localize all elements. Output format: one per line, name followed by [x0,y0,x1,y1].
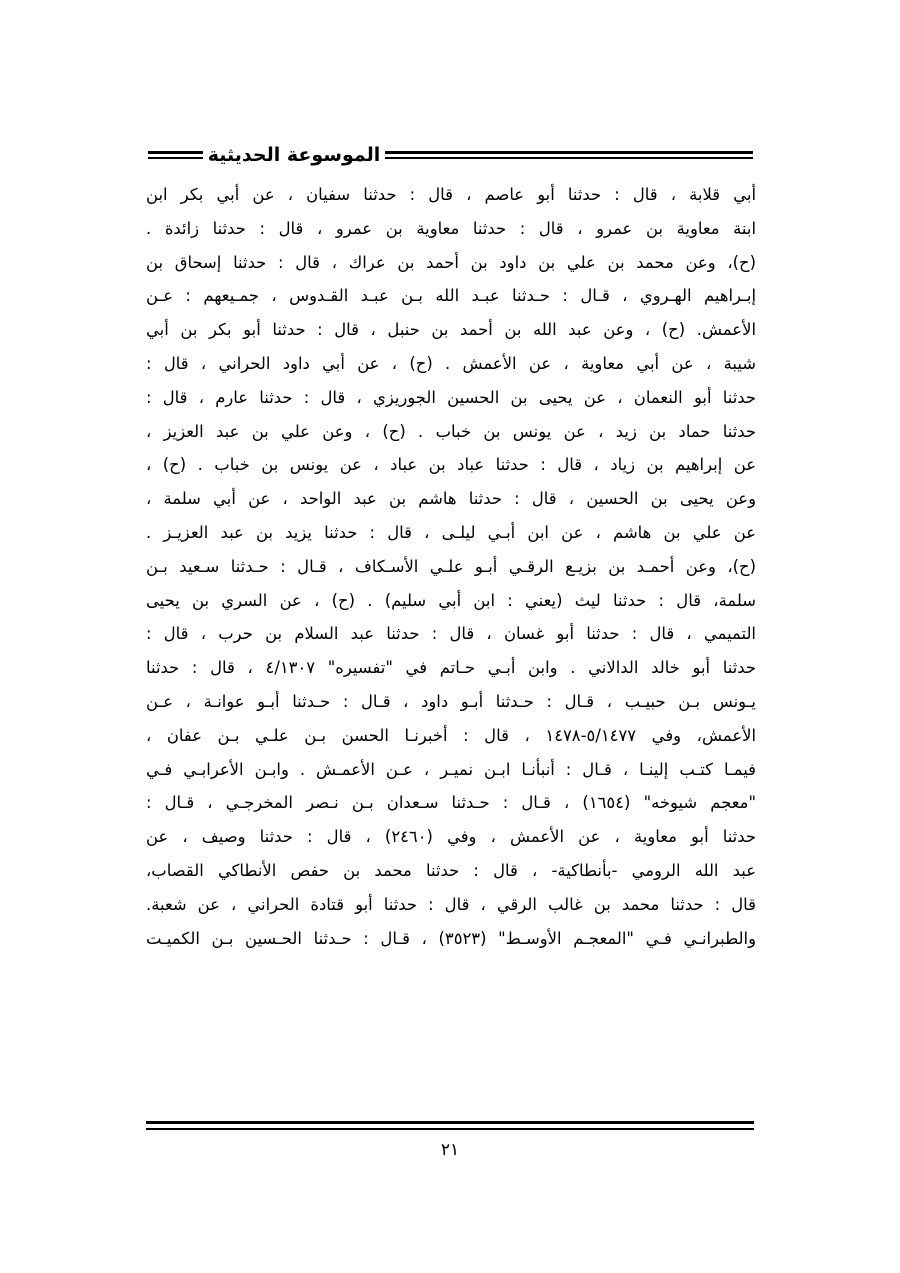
text-line: حدثنا حماد بن زيد ، عن يونس بن خباب . (ح) ، وعن علي بن عبد العزيز ، [146,421,756,441]
body-text [146,178,756,955]
header-rule-left [148,151,203,159]
header-rule-right [385,151,753,159]
text-line: (ح)، وعن أحمـد بن بزيـع الرقـي أبـو علـي الأسـكاف ، قـال : حـدثنا سـعيد بـن [146,556,756,576]
text-line: عن علي بن هاشم ، عن ابن أبـي ليلـى ، قال : حدثنا يزيد بن عبد العزيـز . [146,522,756,542]
text-line: "معجم شيوخه" (١٦٥٤) ، قـال : حـدثنا سـعدان بـن نـصر المخرجـي ، قـال : [146,793,756,813]
text-line: والطبرانـي فـي "المعجـم الأوسـط" (٣٥٢٣) ، قـال : حـدثنا الحـسين بـن الكميـت [146,928,756,948]
text-line: قال : حدثنا محمد بن غالب الرقي ، قال : حدثنا أبو قتادة الحراني ، عن شعبة. [146,894,756,914]
text-line: التميمي ، قال : حدثنا أبو غسان ، قال : حدثنا عبد السلام بن حرب ، قال : [146,624,756,644]
text-line: سلمة، قال : حدثنا ليث (يعني : ابن أبي سليم) . (ح) ، عن السري بن يحيى [146,590,756,610]
text-line: حدثنا أبو النعمان ، عن يحيى بن الحسين الجوريزي ، قال : حدثنا عارم ، قال : [146,387,756,407]
text-line: حدثنا أبو معاوية ، عن الأعمش ، وفي (٢٤٦٠) ، قال : حدثنا وصيف ، عن [146,827,756,847]
text-line: إبـراهيم الهـروي ، قـال : حـدثنا عبـد الله بـن عبـد القـدوس ، جمـيعهم : عـن [146,286,756,306]
text-line: الأعمش، وفي ٥/١٤٧٧-١٤٧٨ ، قال : أخبرنـا الحسن بـن علـي بـن عفان ، [146,725,756,745]
running-header [148,140,753,172]
text-line: وعن يحيى بن الحسين ، قال : حدثنا هاشم بن عبد الواحد ، عن أبي سلمة ، [146,489,756,509]
text-line: الأعمش. (ح) ، وعن عبد الله بن أحمد بن حنبل ، قال : حدثنا أبو بكر بن أبي [146,320,756,340]
text-line: شيبة ، عن أبي معاوية ، عن الأعمش . (ح) ، عن أبي داود الحراني ، قال : [146,353,756,373]
footer-rule [146,1121,754,1130]
text-line: (ح)، وعن محمد بن علي بن داود بن أحمد بن عراك ، قال : حدثنا إسحاق بن [146,252,756,272]
text-line: عن إبراهيم بن زياد ، قال : حدثنا عباد بن عباد ، عن يونس بن خباب . (ح) ، [146,455,756,475]
text-line: حدثنا أبو خالد الدالاني . وابن أبـي حـاتم في "تفسيره" ٤/١٣٠٧ ، قال : حدثنا [146,658,756,678]
text-line: أبي قلابة ، قال : حدثنا أبو عاصم ، قال : حدثنا سفيان ، عن أبي بكر ابن [146,185,756,204]
text-line: عبد الله الرومي -بأنطاكية- ، قال : حدثنا محمد بن حفص الأنطاكي القصاب، [146,860,756,880]
text-line: ابنة معاوية بن عمرو ، قال : حدثنا معاوية بن عمرو ، قال : حدثنا زائدة . [146,218,756,238]
text-line: فيمـا كتـب إلينـا ، قـال : أنبأنـا ابـن نميـر ، عـن الأعمـش . وابـن الأعرابـي فـي [146,759,756,779]
book-title: الموسوعة الحديثية [207,144,381,166]
text-line: يـونس بـن حبيـب ، قـال : حـدثنا أبـو داود ، قـال : حـدثنا أبـو عوانـة ، عـن [146,691,756,711]
page-number: ٢١ [440,1140,460,1160]
